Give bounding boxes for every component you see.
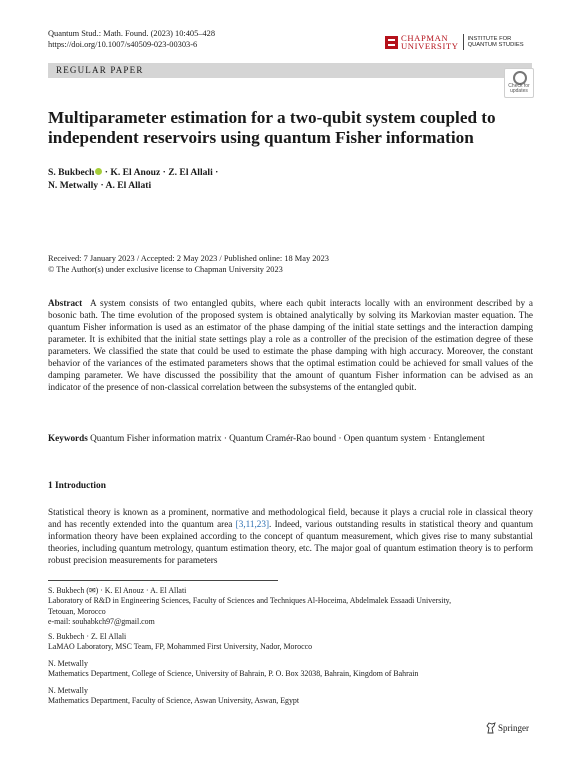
publication-history [48,253,528,275]
abstract [48,297,533,393]
affiliation-names: N. Metwally [48,659,88,668]
affiliation-block [48,586,533,628]
keywords [48,432,533,444]
introduction-paragraph: Statistical theory is known as a prominent, normative and methodological field, because it plays a crucial role in classical theory and has recently extended into the quantum area [3,11,23]. Indeed, various outstanding results in statistical theory and quantum information theory have been explained according to the concept of quantum measurement, which gives rise to many substantial theories, including quantum metrology, quantum estimation theory, etc. The major goal of quantum estimation theory is to perform robust precision measurements for parameters [48,507,533,565]
paper-title: Multiparameter estimation for a two-qubit system coupled to independent reservoirs using quantum Fisher information [48,108,496,147]
citation-link[interactable]: [3,11,23] [235,519,270,529]
abstract-text: A system consists of two entangled qubits, where each qubit interacts locally with an environment described by a bosonic bath. The time evolution of the proposed system is obtained analytically by solving its Markovian master equation. The quantum Fisher information is used as an estimator of the phase damping of the initial state settings and the interaction damping parameter. It is exhibited that the initial state settings play a role as a controller of the precision of the estimation degree of these parameters. We classified the state that could be used to estimate the phase damping with high accuracy. Moreover, the constant behavior of the variances of the estimated parameters shows that the optimal estimation could be achieved for small values of the damping parameter. We have discussed the possibility that the amount of quantum Fisher information can be advised as an indicator of the presence of non-classical correlation between the subsystems of the entangled qubit. [48,298,534,392]
article-type: REGULAR PAPER [56,65,144,75]
author-line-2[interactable]: N. Metwally · A. El Allati [48,180,152,191]
section-heading: 1 Introduction [48,481,106,491]
affiliation-line: Tetouan, Morocco [48,606,106,616]
author-list [48,166,528,192]
logo-institute-name: INSTITUTE FOR QUANTUM STUDIES [467,35,524,48]
affiliation-names: S. Bukbech · Z. El Allali [48,632,127,641]
springer-horse-icon [486,722,496,734]
affiliation-line: Mathematics Department, College of Science, University of Bahrain, P. O. Box 32038, Bahrain, Kingdom of Bahrain [48,669,419,679]
affiliation-names: N. Metwally [48,686,88,695]
date-history: Received: 7 January 2023 / Accepted: 2 May 2023 / Published online: 18 May 2023 [48,254,329,263]
affiliation-block [48,659,533,680]
chapman-logo-icon [385,36,398,49]
doi-link[interactable]: https://doi.org/10.1007/s40509-023-00303-6 [48,40,198,49]
check-for-updates-badge[interactable]: Check for updates [504,68,534,98]
affiliation-block [48,686,533,707]
keywords-text: Quantum Fisher information matrix · Quantum Cramér-Rao bound · Open quantum system · Entanglement [90,433,485,443]
abstract-label: Abstract [48,298,83,308]
article-type-banner [48,63,532,78]
logo-university-name: CHAPMAN UNIVERSITY [401,34,464,50]
affiliation-names: S. Bukbech (✉) · K. El Anouz · A. El Allati [48,586,187,595]
publisher-name: Springer [498,723,529,733]
springer-logo [486,722,529,734]
affiliation-line: LaMAO Laboratory, MSC Team, FP, Mohammed First University, Nador, Morocco [48,642,313,652]
journal-line: Quantum Stud.: Math. Found. (2023) 10:405–428 [48,29,216,38]
author-line-1[interactable]: S. Bukbech · K. El Anouz · Z. El Allali · [48,167,219,178]
journal-citation [48,28,215,50]
footnote-divider [48,580,278,581]
publisher-logo [385,34,524,50]
affiliation-line: Laboratory of R&D in Engineering Sciences, Faculty of Sciences and Techniques Al-Hoceima, Abdelmalek Essaadi University, [48,596,452,606]
affiliation-line: Mathematics Department, Faculty of Science, Aswan University, Aswan, Egypt [48,696,300,706]
copyright-notice: © The Author(s) under exclusive license to Chapman University 2023 [48,265,283,274]
keywords-label: Keywords [48,433,88,443]
affiliation-block [48,632,533,653]
email-link[interactable]: e-mail: souhabkch97@gmail.com [48,617,155,627]
